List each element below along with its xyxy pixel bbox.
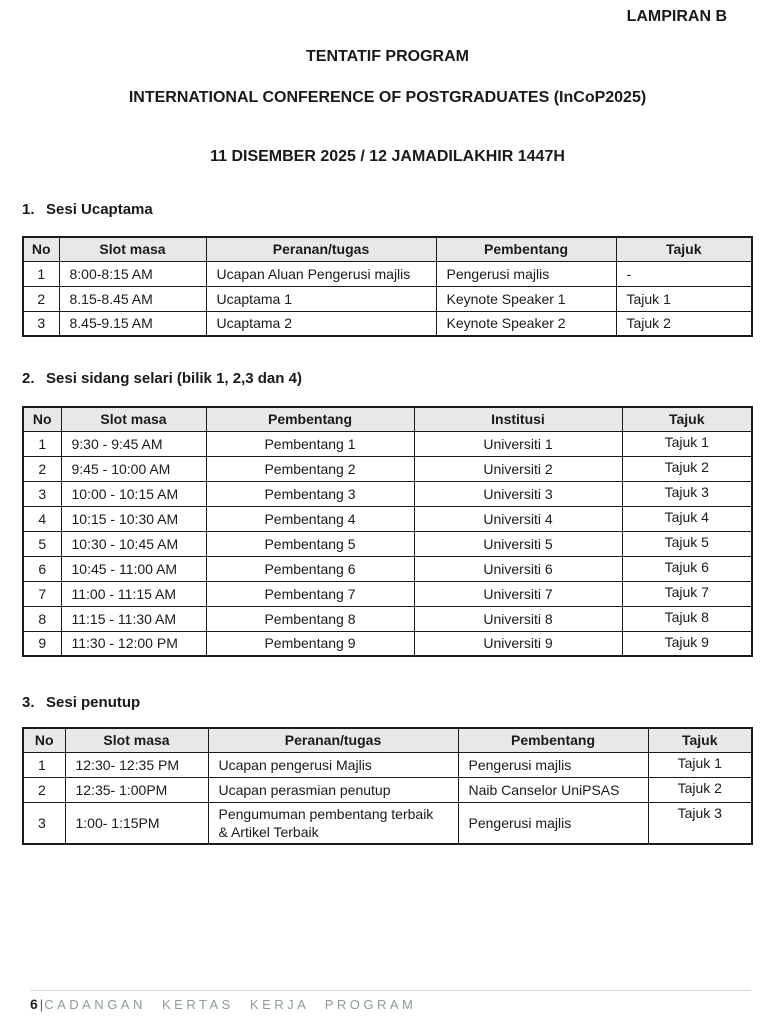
column-header: Tajuk	[622, 407, 752, 431]
table-row	[23, 802, 752, 844]
table-cell: 8:00-8:15 AM	[59, 261, 206, 286]
footer-text: CADANGAN KERTAS KERJA PROGRAM	[44, 997, 417, 1012]
table-cell: Ucapan pengerusi Majlis	[208, 752, 458, 777]
table-cell: Universiti 7	[414, 581, 622, 606]
footer-separator: |	[39, 997, 44, 1012]
table-cell: 12:30- 12:35 PM	[65, 752, 208, 777]
table-cell: Tajuk 9	[622, 631, 752, 656]
table-cell: Keynote Speaker 2	[436, 311, 616, 336]
table-cell: Tajuk 4	[622, 506, 752, 531]
section-3-title: Sesi penutup	[46, 694, 141, 711]
table-cell: 9	[23, 631, 61, 656]
table-cell: -	[616, 261, 752, 286]
table-row	[23, 777, 752, 802]
table-cell: 9:45 - 10:00 AM	[61, 456, 206, 481]
table-header-row	[23, 237, 752, 261]
column-header: No	[23, 237, 59, 261]
section-2-heading	[22, 370, 753, 388]
section-3-number: 3.	[22, 694, 35, 711]
table-cell: 2	[23, 456, 61, 481]
table-cell: 1	[23, 431, 61, 456]
section-2-title: Sesi sidang selari (bilik 1, 2,3 dan 4)	[46, 370, 302, 387]
column-header: No	[23, 407, 61, 431]
table-cell: 9:30 - 9:45 AM	[61, 431, 206, 456]
table-cell: Tajuk 2	[622, 456, 752, 481]
table-cell: 1:00- 1:15PM	[65, 802, 208, 844]
table-cell: Universiti 8	[414, 606, 622, 631]
column-header: Peranan/tugas	[206, 237, 436, 261]
table-cell: Tajuk 2	[616, 311, 752, 336]
table-cell: 8	[23, 606, 61, 631]
table-cell: 10:30 - 10:45 AM	[61, 531, 206, 556]
table-cell: Pengerusi majlis	[436, 261, 616, 286]
table-cell: Pembentang 4	[206, 506, 414, 531]
document-subtitle: INTERNATIONAL CONFERENCE OF POSTGRADUATES (InCoP2025)	[128, 89, 647, 106]
column-header: Pembentang	[458, 728, 648, 752]
table-cell: 5	[23, 531, 61, 556]
table-cell: 8.15-8.45 AM	[59, 286, 206, 311]
table-cell: Tajuk 3	[622, 481, 752, 506]
column-header: Slot masa	[59, 237, 206, 261]
table-cell: Universiti 3	[414, 481, 622, 506]
page-footer	[30, 990, 751, 1014]
table-header-row	[23, 407, 752, 431]
table-cell: 1	[23, 752, 65, 777]
page-number: 6	[30, 996, 38, 1012]
column-header: No	[23, 728, 65, 752]
table-cell: Tajuk 3	[648, 802, 752, 844]
table-cell: Universiti 1	[414, 431, 622, 456]
table-row	[23, 456, 752, 481]
table-cell: Tajuk 1	[616, 286, 752, 311]
table-cell: 11:15 - 11:30 AM	[61, 606, 206, 631]
table-row	[23, 581, 752, 606]
section-1-number: 1.	[22, 201, 35, 218]
table-cell: Universiti 5	[414, 531, 622, 556]
column-header: Pembentang	[206, 407, 414, 431]
table-cell: 1	[23, 261, 59, 286]
table-cell: Tajuk 1	[648, 752, 752, 777]
table-cell: Pengerusi majlis	[458, 802, 648, 844]
table-cell: Pembentang 1	[206, 431, 414, 456]
table-cell: Naib Canselor UniPSAS	[458, 777, 648, 802]
table-cell: Universiti 9	[414, 631, 622, 656]
column-header: Pembentang	[436, 237, 616, 261]
table-header-row	[23, 728, 752, 752]
table-cell: Pembentang 6	[206, 556, 414, 581]
table-cell: Pembentang 7	[206, 581, 414, 606]
table-row	[23, 431, 752, 456]
column-header: Tajuk	[648, 728, 752, 752]
table-cell: 3	[23, 311, 59, 336]
table-cell: Tajuk 1	[622, 431, 752, 456]
column-header: Tajuk	[616, 237, 752, 261]
table-cell: Ucapan Aluan Pengerusi majlis	[206, 261, 436, 286]
table-row	[23, 606, 752, 631]
table-cell: Pembentang 8	[206, 606, 414, 631]
table-cell: Ucaptama 1	[206, 286, 436, 311]
table-cell: 11:30 - 12:00 PM	[61, 631, 206, 656]
table-cell: Tajuk 6	[622, 556, 752, 581]
table-cell: 10:00 - 10:15 AM	[61, 481, 206, 506]
table-cell: Universiti 2	[414, 456, 622, 481]
table-cell: Ucaptama 2	[206, 311, 436, 336]
table-cell: Universiti 6	[414, 556, 622, 581]
table-cell: 2	[23, 777, 65, 802]
table-cell: 12:35- 1:00PM	[65, 777, 208, 802]
table-row	[23, 752, 752, 777]
table-cell: Pembentang 2	[206, 456, 414, 481]
table-cell: Universiti 4	[414, 506, 622, 531]
table-row	[23, 556, 752, 581]
column-header: Slot masa	[65, 728, 208, 752]
document-date-line: 11 DISEMBER 2025 / 12 JAMADILAKHIR 1447H	[210, 148, 565, 165]
column-header: Peranan/tugas	[208, 728, 458, 752]
table-cell: 10:45 - 11:00 AM	[61, 556, 206, 581]
table-cell: 10:15 - 10:30 AM	[61, 506, 206, 531]
table-cell: Tajuk 8	[622, 606, 752, 631]
table-row	[23, 311, 752, 336]
table-cell: Pembentang 3	[206, 481, 414, 506]
table-cell: 6	[23, 556, 61, 581]
section-3-heading	[22, 694, 753, 712]
table-cell: 7	[23, 581, 61, 606]
table-cell: Pembentang 5	[206, 531, 414, 556]
table-cell: 3	[23, 481, 61, 506]
table-cell: 3	[23, 802, 65, 844]
table-row	[23, 481, 752, 506]
table-row	[23, 261, 752, 286]
section-1-heading	[22, 201, 753, 219]
table-row	[23, 531, 752, 556]
column-header: Slot masa	[61, 407, 206, 431]
table-cell: 11:00 - 11:15 AM	[61, 581, 206, 606]
table-row	[23, 506, 752, 531]
column-header: Institusi	[414, 407, 622, 431]
document-title: TENTATIF PROGRAM	[306, 48, 469, 65]
ucaptama-table	[22, 236, 753, 337]
section-1-title: Sesi Ucaptama	[46, 201, 153, 218]
table-cell: Tajuk 2	[648, 777, 752, 802]
table-cell: Keynote Speaker 1	[436, 286, 616, 311]
table-cell: 8.45-9.15 AM	[59, 311, 206, 336]
table-cell: Ucapan perasmian penutup	[208, 777, 458, 802]
table-row	[23, 631, 752, 656]
penutup-table	[22, 727, 753, 845]
table-cell: 2	[23, 286, 59, 311]
sidang-selari-table	[22, 406, 753, 657]
table-cell: Tajuk 5	[622, 531, 752, 556]
corner-label: LAMPIRAN B	[626, 8, 727, 25]
table-cell: 4	[23, 506, 61, 531]
table-row	[23, 286, 752, 311]
table-cell: Pengumuman pembentang terbaik & Artikel Terbaik	[208, 802, 458, 844]
table-cell: Pembentang 9	[206, 631, 414, 656]
table-cell: Pengerusi majlis	[458, 752, 648, 777]
table-cell: Tajuk 7	[622, 581, 752, 606]
section-2-number: 2.	[22, 370, 35, 387]
